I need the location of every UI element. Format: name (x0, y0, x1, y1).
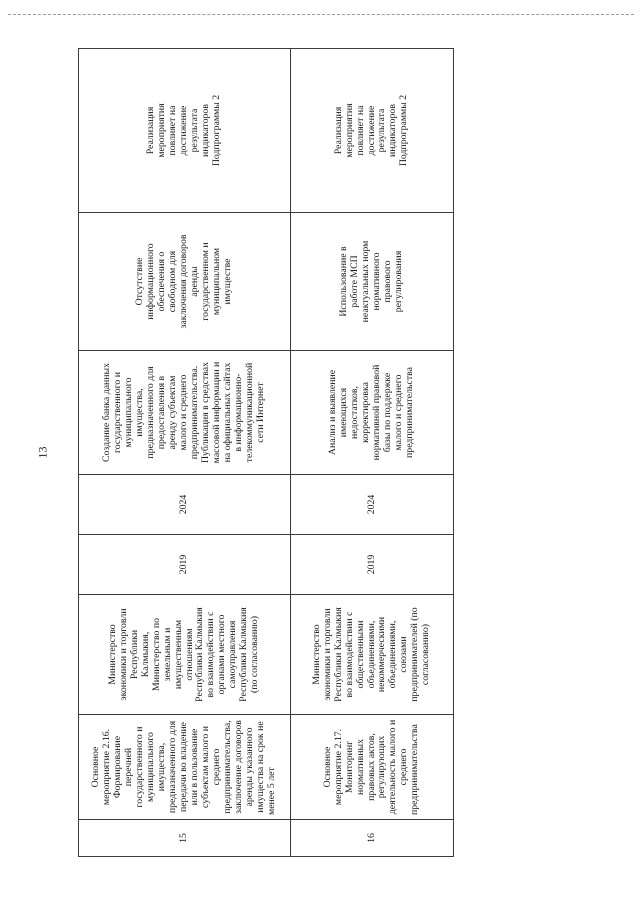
result-cell: Анализ и выявление имеющихся недостатков, корректировка нормативной правовой базы по поддержке малого и среднего предпринимательства (291, 351, 454, 475)
top-divider (8, 14, 634, 15)
table-row (79, 49, 291, 857)
page-number: 13 (35, 446, 50, 459)
executor-cell: Министерство экономики и торговли Республики Калмыкия, Министерство по земельным и имущественным отношениям Республики Калмыкия во взаимодействии с органами местного самоуправления Республики Калмыкия (по согласованию) (79, 595, 291, 715)
start-year-cell: 2019 (291, 535, 454, 595)
program-activities-table (78, 48, 454, 857)
rotated-table-container (78, 49, 453, 857)
table-row (291, 49, 454, 857)
consequence-cell: Использование в работе МСП неактуальных норм нормативного правового регулирования (291, 213, 454, 351)
start-year-cell: 2019 (79, 535, 291, 595)
relation-cell: Реализация мероприятия повлияет на достижение результата индикаторов Подпрограммы 2 (79, 49, 291, 213)
executor-cell: Министерство экономики и торговли Республики Калмыкия во взаимодействии с общественными объединениями, некоммерческими объединениями, союзами предпринимателей (по согласованию) (291, 595, 454, 715)
row-number: 15 (79, 820, 291, 857)
end-year-cell: 2024 (79, 475, 291, 535)
event-cell: Основное мероприятие 2.17. Мониторинг нормативных правовых актов, регулирующих деятельность малого и среднего предпринимательства (291, 715, 454, 820)
row-number: 16 (291, 820, 454, 857)
consequence-cell: Отсутствие информационного обеспечения о свободном для заключения договоров аренды государственном и муниципальном имуществе (79, 213, 291, 351)
result-cell: Создание банка данных государственного и муниципального имущества, предназначенного для предоставления в аренду субъектам малого и среднего предпринимательства. Публикация в средствах массовой информации и на официальных сайтах в информационно- телекоммуникационной сети Интернет (79, 351, 291, 475)
event-cell: Основное мероприятие 2.16. Формирование перечней государственного и муниципального имущества, предназначенного для передачи во владение или в пользование субъектам малого и среднего предпринимательства, заключение договоров аренды указанного имущества на срок не менее 5 лет (79, 715, 291, 820)
end-year-cell: 2024 (291, 475, 454, 535)
relation-cell: Реализация мероприятия повлияет на достижение результата индикаторов Подпрограммы 2 (291, 49, 454, 213)
